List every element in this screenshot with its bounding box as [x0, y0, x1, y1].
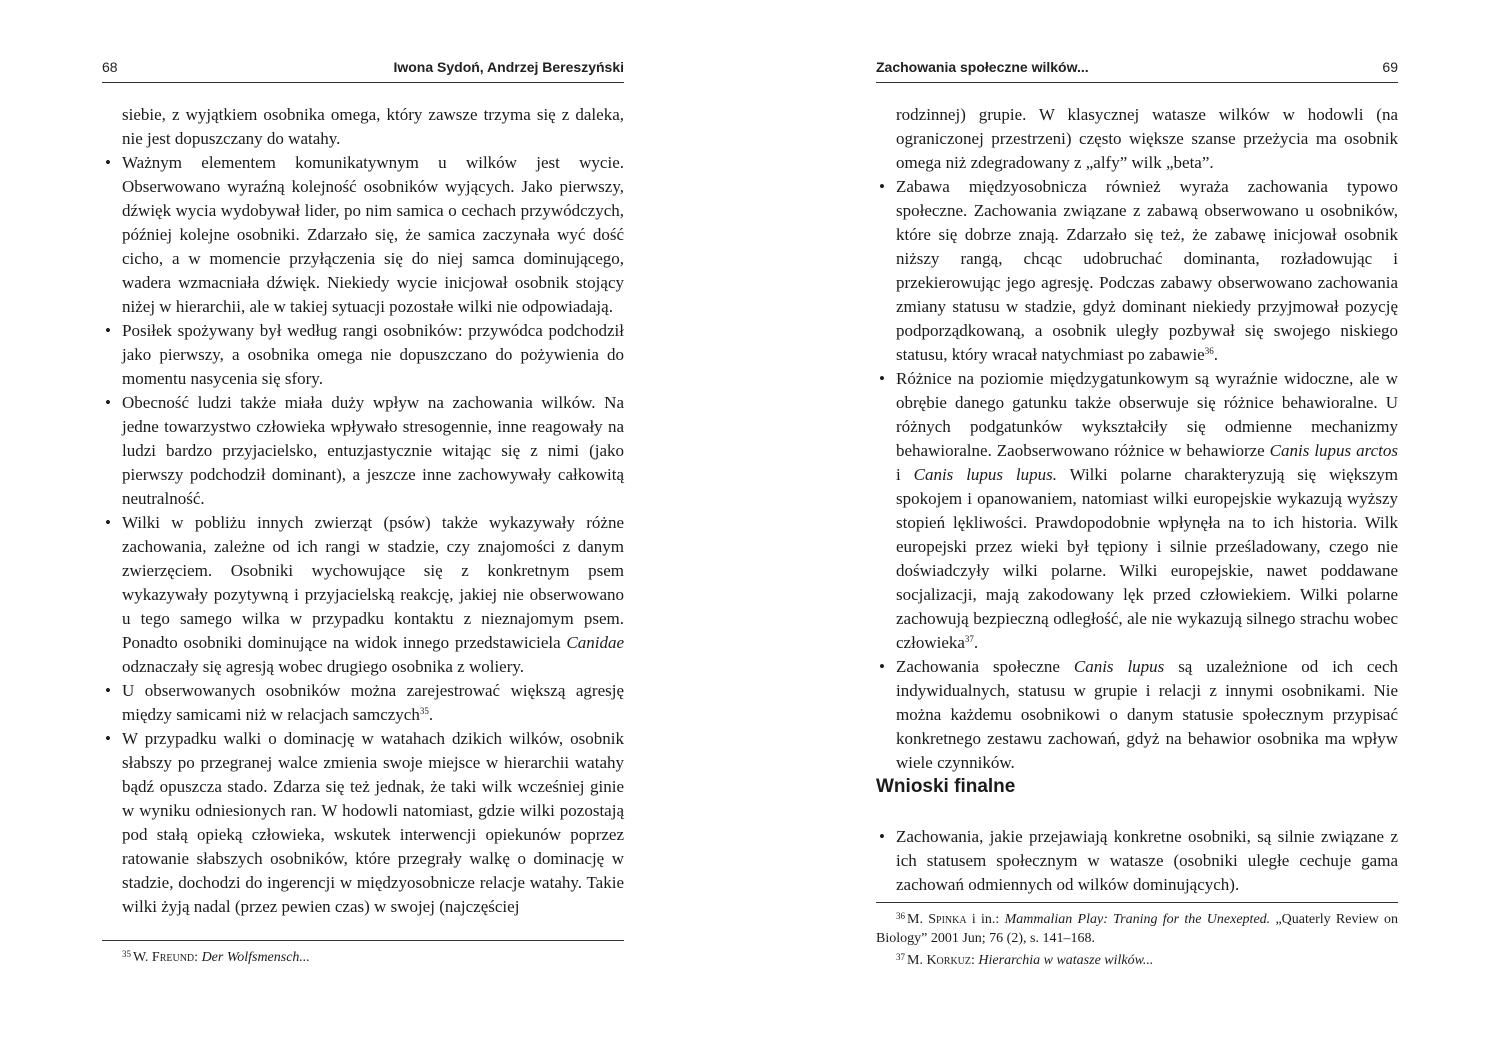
footnote-text: „Quaterly Review on Biology” 2001 Jun; 76 (2), s. 141–168.: [876, 912, 1398, 946]
list-item-text: W przypadku walki o dominację w watahach dzikich wilków, osobnik słabszy po przegranej walce zmienia swoje miejsce w hierarchii watahy bądź opuszcza stado. Zdarza się też jednak, że taki wilk wcześniej ginie w wyniku odniesionych ran. W hodowli natomiast, gdzie wilki pozostają pod stałą opieką człowieka, wskutek interwencji opiekunów poprzez ratowanie słabszych osobników, które przegrały walkę o dominację w stadzie, dochodzi do ingerencji w międzyosobnicze relacje watahy. Takie wilki żyją nadal (przez pewien czas) w swojej (najczęściej: [122, 729, 624, 916]
bullet-list: [876, 825, 1398, 897]
header-rule: [102, 82, 624, 83]
bullet-icon: •: [105, 153, 111, 172]
bullet-list: [102, 151, 624, 919]
footnote-author: M. Spinka: [907, 912, 967, 927]
left-page-body: [102, 103, 624, 919]
list-item: [102, 151, 624, 319]
footnote-text: i in.:: [966, 912, 1005, 927]
list-item-text: Wilki w pobliżu innych zwierząt (psów) także wykazywały różne zachowania, zależne od ich rangi w stadzie, czy znajomości z danym zwierzęciem. Osobniki wychowujące się z konkretnym psem wykazywały pozytywną i przyjacielską reakcję, jakiej nie obserwowano u tego samego wilka w przypadku kontaktu z nieznajomym psem. Ponadto osobniki dominujące na widok innego przedstawiciela: [122, 513, 624, 652]
section-body: [876, 825, 1398, 897]
list-item: [876, 825, 1398, 897]
italic-term: Canis lupus arctos: [1269, 441, 1398, 460]
footnote-rule: [876, 902, 1398, 903]
footnote: $^{35}$ W. Freund: Der Wolfsmensch...: [122, 949, 310, 965]
right-page: [876, 0, 1398, 1052]
footnote-author: W. Freund: [133, 950, 195, 965]
bullet-icon: •: [879, 177, 885, 196]
running-head: Iwona Sydoń, Andrzej Bereszyński: [393, 59, 624, 75]
list-item: [876, 175, 1398, 367]
footnote-author: M. Korkuz: [907, 953, 972, 968]
header-rule: [876, 82, 1398, 83]
list-item: [876, 655, 1398, 775]
italic-term: Canis lupus: [1073, 657, 1165, 676]
italic-term: Canidae: [566, 633, 624, 652]
list-item-text: .: [428, 705, 434, 724]
list-item-text: Różnice na poziomie międzygatunkowym są wyraźnie widoczne, ale w obrębie danego gatunku także obserwuje się różnice behawioralne. U różnych podgatunków wykształciły się odmienne mechanizmy behawioralne. Zaobserwowano różnice w behawiorze: [896, 369, 1398, 460]
list-item-text: są uzależnione od ich cech indywidualnych, statusu w grupie i relacji z innymi osobnikami. Nie można każdemu osobnikowi o danym statusie społecznym przypisać konkretnego zestawu zachowań, gdyż na behawior osobnika ma wpływ wiele czynników.: [896, 657, 1398, 772]
list-item: [102, 727, 624, 919]
list-item: [876, 367, 1398, 655]
footnote: $^{37}$ M. Korkuz: Hierarchia w watasze wilków...: [896, 952, 1154, 968]
list-item-text: Obecność ludzi także miała duży wpływ na zachowania wilków. Na jedne towarzystwo człowieka wpływało stresogennie, inne reagowały na ludzi bardzo przyjacielsko, entuzjastycznie witając się z nimi (jako pierwszy podchodził dominant), a jeszcze inne zachowywały całkowitą neutralność.: [122, 393, 624, 508]
list-item-text: i: [896, 465, 914, 484]
footnote: [876, 907, 1398, 948]
list-item-text: Posiłek spożywany był według rangi osobników: przywódca podchodził jako pierwszy, a osobnika omega nie dopuszczano do pożywienia do momentu nasycenia się sfory.: [122, 321, 624, 388]
list-item-text: Zachowania społeczne: [896, 657, 1074, 676]
left-page-header: [102, 59, 624, 79]
section-heading: Wnioski finalne: [876, 776, 1016, 797]
bullet-list: [876, 175, 1398, 775]
list-item-text: U obserwowanych osobników można zarejestrować większą agresję między samicami niż w relacjach samczych: [122, 681, 624, 724]
list-item: [102, 319, 624, 391]
list-item-text: Ważnym elementem komunikatywnym u wilków jest wycie. Obserwowano wyraźną kolejność osobników wyjących. Jako pierwszy, dźwięk wycia wydobywał lider, po nim samica o cechach przywódczych, później kolejne osobniki. Zdarzało się, że samica zaczynała wyć dość cicho, a w momencie przyłączenia się do niej samca dominującego, wadera wzmacniała dźwięk. Niekiedy wycie inicjował osobnik stojący niżej w hierarchii, ale w takiej sytuacji pozostałe wilki nie odpowiadają.: [122, 153, 624, 316]
footnote-mark: 37: [896, 952, 905, 962]
footnote-rule: [102, 940, 624, 941]
footnote-reference[interactable]: 36: [1204, 346, 1214, 356]
list-item-text: Zabawa międzyosobnicza również wyraża zachowania typowo społeczne. Zachowania związane z zabawą obserwowano u osobników, które się dobrze znają. Zdarzało się też, że zabawę inicjował osobnik niższy rangą, chcąc udobruchać dominanta, rozładowując i przekierowując jego agresję. Podczas zabawy obserwowano zachowania zmiany statusu w stadzie, gdyż dominant niekiedy przyjmował pozycję podporządkowaną, a osobnik uległy pozbywał się swojego niskiego statusu, który wracał natychmiast po zabawie: [896, 177, 1398, 364]
footnote-title: Hierarchia w watasze wilków...: [978, 953, 1154, 968]
right-page-body: [876, 103, 1398, 775]
right-page-header: [876, 59, 1398, 79]
bullet-icon: •: [879, 369, 885, 388]
left-page: [102, 0, 624, 1052]
footnote-mark: 35: [122, 949, 131, 959]
footnote-mark: 36: [896, 911, 905, 921]
bullet-icon: •: [879, 827, 885, 846]
bullet-icon: •: [105, 513, 111, 532]
continuation-paragraph: rodzinnej) grupie. W klasycznej watasze wilków w hodowli (na ograniczonej przestrzeni) często większe szanse przeżycia ma osobnik omega niż zdegradowany z „alfy” wilk „beta”.: [896, 105, 1398, 172]
list-item: [102, 679, 624, 727]
list-item-text: .: [973, 633, 979, 652]
footnote-reference[interactable]: 35: [419, 706, 429, 716]
bullet-icon: •: [105, 681, 111, 700]
italic-term: Canis lupus lupus.: [913, 465, 1058, 484]
list-item-text: .: [1213, 345, 1218, 364]
page-number: 69: [1382, 59, 1398, 75]
continuation-paragraph: siebie, z wyjątkiem osobnika omega, który zawsze trzyma się z daleka, nie jest dopuszczany do watahy.: [122, 105, 624, 148]
list-item: [102, 511, 624, 679]
list-item-text: Wilki polarne charakteryzują się większym spokojem i opanowaniem, natomiast wilki europejskie wykazują wyższy stopień lękliwości. Prawdopodobnie wpłynęła na to ich historia. Wilk europejski przez wieki był tępiony i silnie prześladowany, czego nie doświadczyły wilki polarne. Wilki europejskie, nawet poddawane socjalizacji, mają zakodowany lęk przed człowiekiem. Wilki polarne zachowują bezpieczną odległość, ale nie wykazują silnego strachu wobec człowieka: [896, 465, 1399, 652]
footnote-title: Der Wolfsmensch...: [201, 950, 310, 965]
footnote-title: Mammalian Play: Traning for the Unexepted.: [1004, 912, 1271, 927]
bullet-icon: •: [879, 657, 885, 676]
page-number: 68: [102, 59, 118, 75]
footnotes: [102, 945, 624, 967]
footnotes: [876, 907, 1398, 970]
bullet-icon: •: [105, 729, 111, 748]
list-item-text: odznaczały się agresją wobec drugiego osobnika z woliery.: [122, 657, 525, 676]
bullet-icon: •: [105, 321, 111, 340]
bullet-icon: •: [105, 393, 111, 412]
list-item: [102, 391, 624, 511]
running-head: Zachowania społeczne wilków...: [876, 59, 1089, 75]
footnote-reference[interactable]: 37: [964, 634, 974, 644]
list-item-text: Zachowania, jakie przejawiają konkretne osobniki, są silnie związane z ich statusem społecznym w watasze (osobniki uległe cechuje gama zachowań odmiennych od wilków dominujących).: [896, 827, 1398, 894]
